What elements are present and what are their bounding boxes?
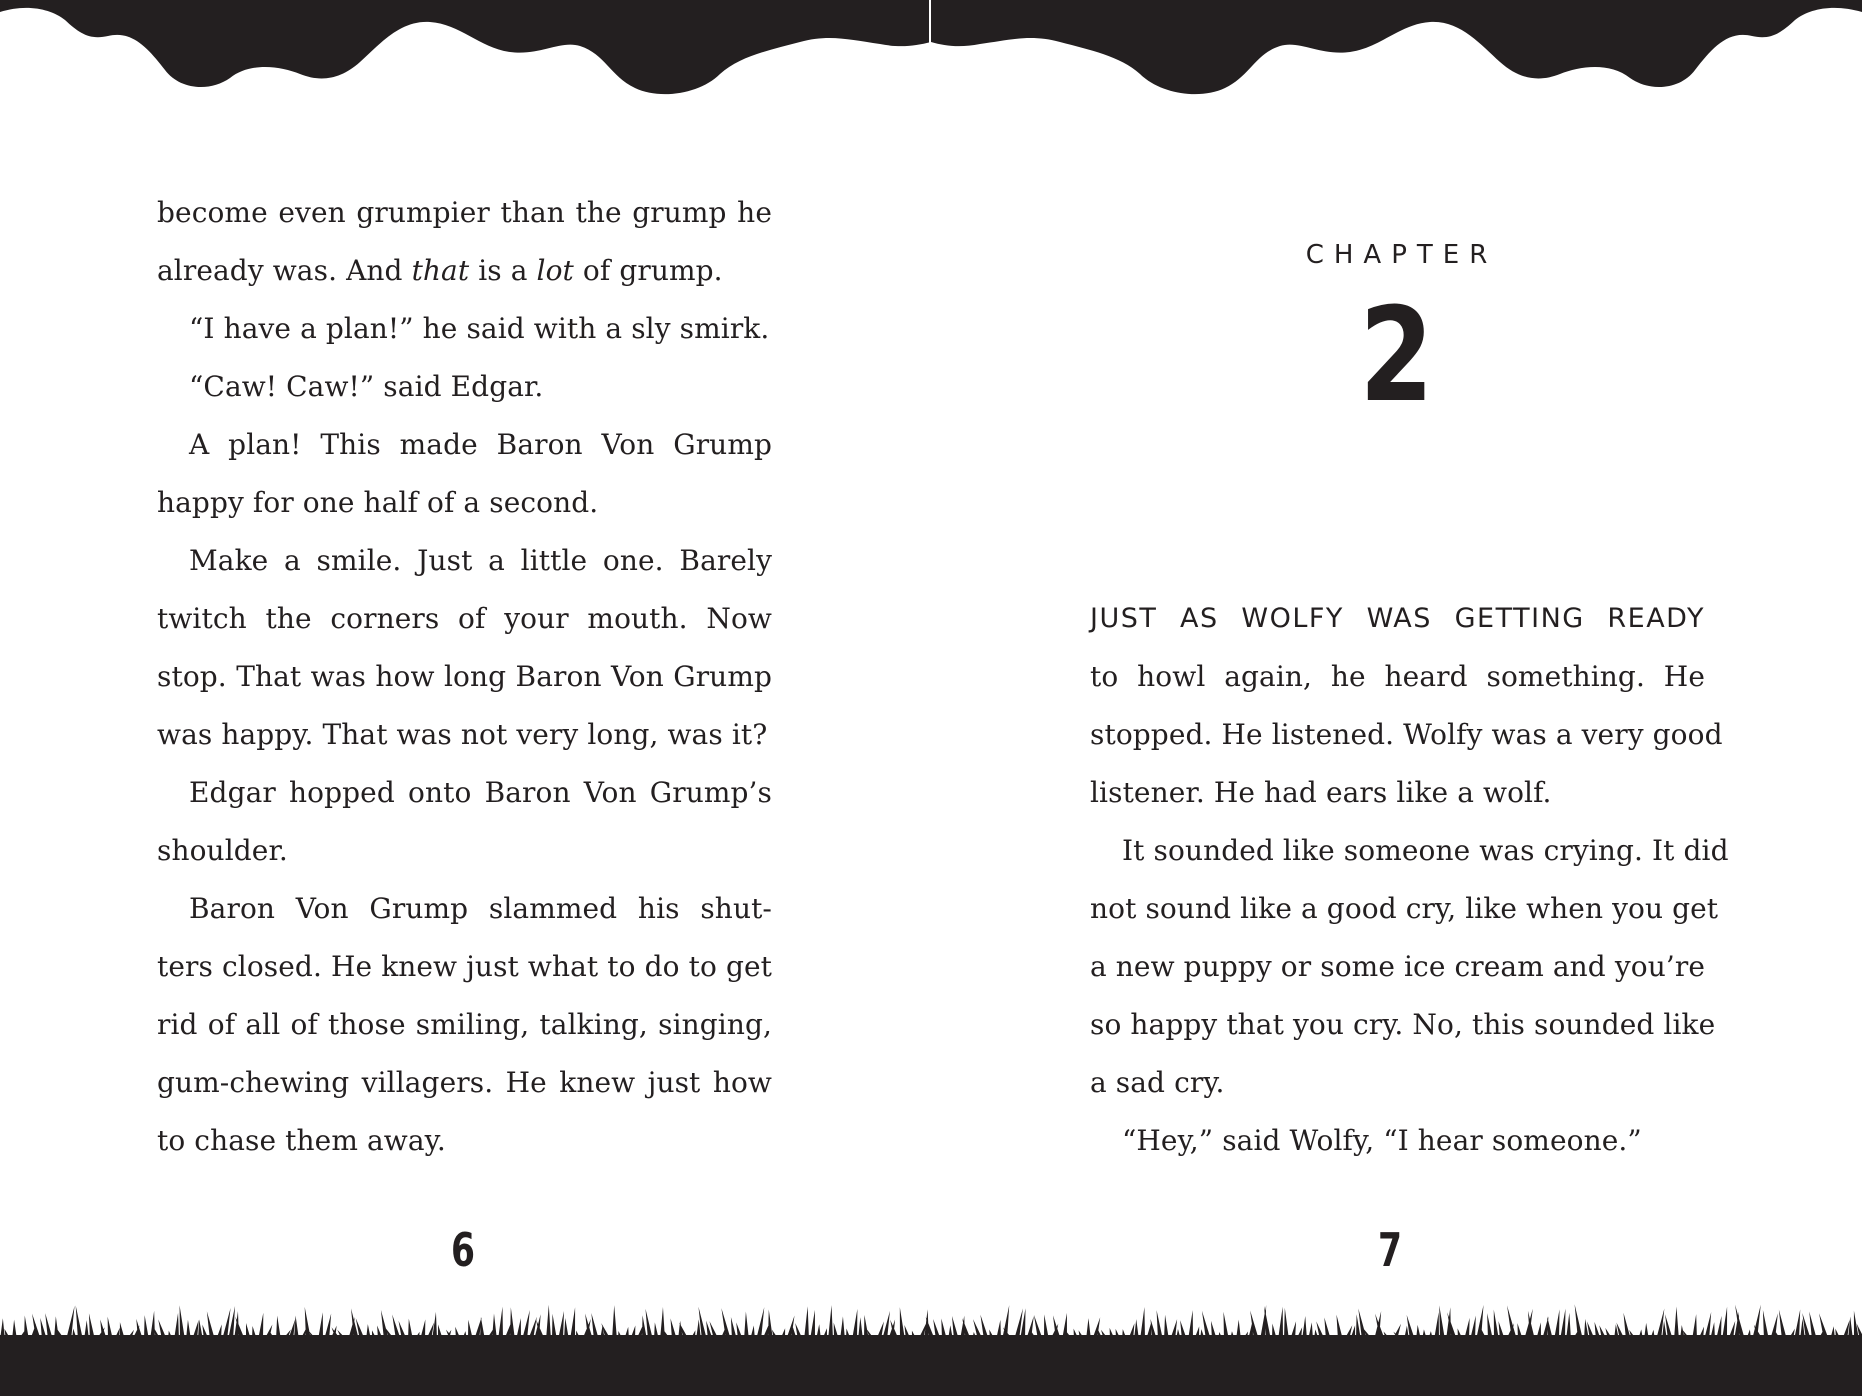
text-line: It sounded like someone was crying. It did <box>1122 834 1729 867</box>
bottom-grass-border <box>0 1295 1862 1396</box>
text-line: ters closed. He knew just what to do to get <box>157 950 772 983</box>
text-line: stopped. He listened. Wolfy was a very good <box>1090 718 1723 751</box>
text-line: become even grumpier than the grump he <box>157 196 772 229</box>
text-line: “Caw! Caw!” said Edgar. <box>189 370 544 403</box>
page-number-left: 6 <box>450 1223 475 1277</box>
text-line: a sad cry. <box>1090 1066 1225 1099</box>
text-line: “Hey,” said Wolfy, “I hear someone.” <box>1122 1124 1642 1157</box>
text-line: Make a smile. Just a little one. Barely <box>189 544 772 577</box>
text-line: gum-chewing villagers. He knew just how <box>157 1066 772 1099</box>
text-line: “I have a plan!” he said with a sly smirk. <box>189 312 770 345</box>
right-body-text <box>1090 590 1729 1170</box>
text-line: A plan! This made Baron Von Grump <box>189 428 772 461</box>
text-line: already was. And that is a lot of grump. <box>157 254 723 287</box>
chapter-lead-in: JUST AS WOLFY WAS GETTING READY <box>1090 603 1705 634</box>
text-line: twitch the corners of your mouth. Now <box>157 602 772 635</box>
text-line: Edgar hopped onto Baron Von Grump’s <box>189 776 772 809</box>
chapter-number: 2 <box>1359 279 1434 431</box>
text-line: was happy. That was not very long, was it? <box>157 718 768 751</box>
text-line: to chase them away. <box>157 1124 446 1157</box>
text-line: rid of all of those smiling, talking, singing, <box>157 1008 772 1041</box>
text-line: stop. That was how long Baron Von Grump <box>157 660 772 693</box>
chapter-label: CHAPTER <box>1305 240 1498 270</box>
text-line: shoulder. <box>157 834 288 867</box>
text-line: happy for one half of a second. <box>157 486 599 519</box>
text-line: so happy that you cry. No, this sounded like <box>1090 1008 1716 1041</box>
right-page <box>931 0 1862 1396</box>
page-number-right: 7 <box>1377 1223 1402 1277</box>
text-line: Baron Von Grump slammed his shut- <box>189 892 772 925</box>
text-line: listener. He had ears like a wolf. <box>1090 776 1552 809</box>
left-body-text <box>157 184 772 1170</box>
text-line: not sound like a good cry, like when you get <box>1090 892 1719 925</box>
text-line: to howl again, he heard something. He <box>1090 660 1705 693</box>
text-line: a new puppy or some ice cream and you’re <box>1090 950 1705 983</box>
